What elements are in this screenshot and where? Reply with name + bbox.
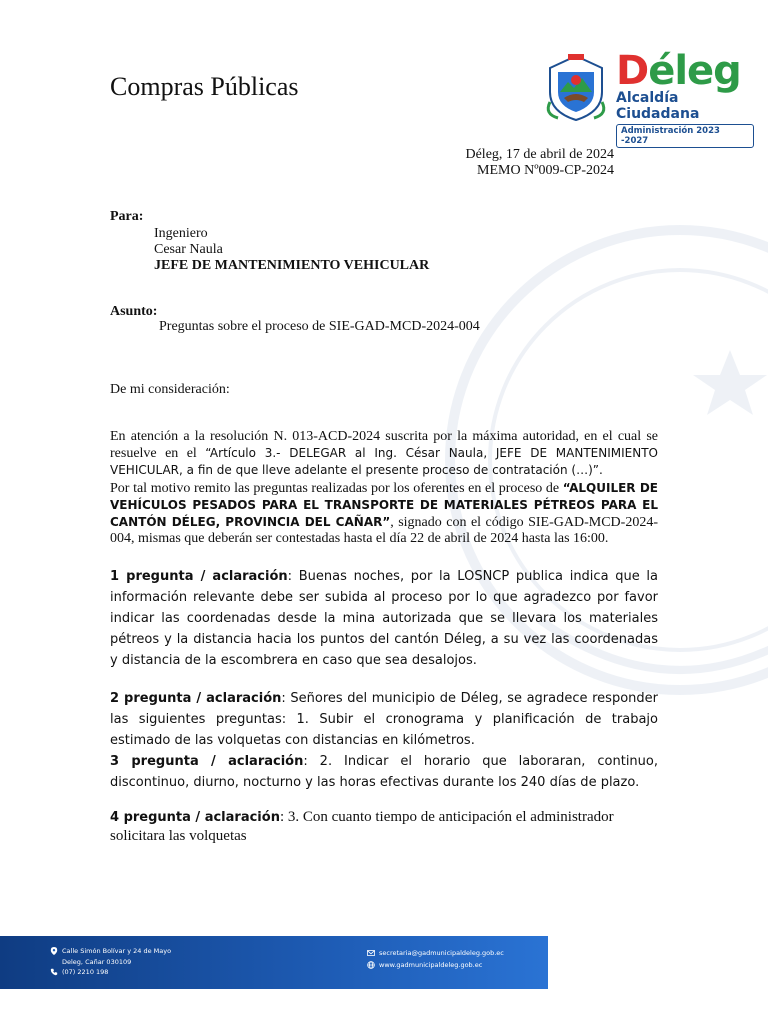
brand-block: [616, 50, 754, 148]
body-paragraph-1: [110, 429, 658, 479]
footer-phone: (07) 2210 198: [62, 968, 109, 976]
memo-number: MEMO Nº009-CP-2024: [477, 163, 614, 178]
body-p2b: “ALQUILER DE VEHÍCULOS PESADOS PARA EL TRANSPORTE DE MATERIALES PÉTREOS PARA EL CANTÓN DÉLEG, PROVINCIA DEL CAÑAR”: [110, 481, 658, 529]
question-1: [110, 566, 658, 671]
brand-name-d: D: [616, 48, 649, 94]
to-name: Cesar Naula: [154, 242, 223, 257]
deleg-logo: [544, 48, 754, 146]
footer-address-line1: Calle Simón Bolívar y 24 de Mayo: [62, 947, 172, 955]
memo-date: Déleg, 17 de abril de 2024: [465, 147, 614, 162]
question-4: [110, 808, 658, 845]
footer-phone-row: [50, 968, 108, 976]
brand-admin: Administración 2023 -2027: [616, 124, 754, 148]
brand-name: [616, 50, 754, 92]
memo-header: [465, 147, 614, 179]
globe-icon: [367, 961, 375, 969]
page-title: Compras Públicas: [110, 72, 299, 101]
brand-subtitle: Alcaldía Ciudadana: [616, 90, 700, 122]
question-2: [110, 688, 658, 751]
body-p1b: “Artículo 3.- DELEGAR al Ing. César Naula, JEFE DE MANTENIMIENTO VEHICULAR, a fin de que lleve adelante el presente proceso de contratación (…)”.: [110, 446, 658, 477]
body-p2c: , signado con el código SIE-GAD-MCD-2024-004, mismas que deberán ser contestadas hasta el día 22 de abril de 2024 hasta las 16:00.: [110, 515, 658, 546]
question-1-label: 1 pregunta / aclaración: [110, 569, 288, 584]
footer-web-row[interactable]: [367, 961, 482, 969]
footer-address-row-2: [62, 958, 131, 966]
footer-email-row[interactable]: [367, 949, 504, 957]
question-3: [110, 751, 658, 793]
body-p1a: En atención a la resolución N. 013-ACD-2024 suscrita por la máxima autoridad, en el cual se resuelve en el: [110, 429, 658, 461]
question-4-label: 4 pregunta / aclaración: [110, 810, 280, 825]
footer-band: [0, 936, 548, 989]
question-4-text: : 3. Con cuanto tiempo de anticipación el administrador solicitara las volquetas: [110, 809, 614, 844]
question-1-text: : Buenas noches, por la LOSNCP publica indica que la información relevante debe ser subida al proceso por lo que agradezco por favor indicar las coordenadas desde la mina autorizada que se llevara los materiales pétreos y la distancia hacia los puntos del cantón Déleg, a su vez las coordenadas y distancia de la escombrera en caso que sea desalojos.: [110, 569, 659, 668]
question-2-text: : Señores del municipio de Déleg, se agradece responder las siguientes preguntas: 1. Subir el cronograma y planificación de trabajo estimado de las volquetas con distancias en kilómetros.: [110, 691, 658, 748]
question-3-text: : 2. Indicar el horario que laboraran, continuo, discontinuo, diurno, nocturno y las horas efectivas durante los 240 días de plazo.: [110, 754, 658, 790]
phone-icon: [50, 968, 58, 976]
greeting: De mi consideración:: [110, 382, 230, 397]
brand-name-rest: éleg: [648, 48, 741, 94]
body-p2a: Por tal motivo remito las preguntas realizadas por los oferentes en el proceso de: [110, 481, 563, 496]
email-icon: [367, 949, 375, 957]
to-position: JEFE DE MANTENIMIENTO VEHICULAR: [154, 258, 430, 273]
footer-address-row: [50, 947, 171, 955]
coat-of-arms-icon: [544, 52, 608, 122]
question-3-label: 3 pregunta / aclaración: [110, 754, 304, 769]
to-block: [154, 226, 429, 274]
subject-label: Asunto:: [110, 304, 158, 319]
body-paragraph-2: [110, 480, 658, 547]
footer-email[interactable]: secretaria@gadmunicipaldeleg.gob.ec: [379, 949, 504, 957]
question-2-label: 2 pregunta / aclaración: [110, 691, 282, 706]
to-title: Ingeniero: [154, 226, 208, 241]
subject-text: Preguntas sobre el proceso de SIE-GAD-MCD-2024-004: [159, 319, 480, 334]
to-label: Para:: [110, 209, 144, 224]
location-pin-icon: [50, 947, 58, 955]
footer-address-line2: Deleg, Cañar 030109: [62, 958, 132, 966]
footer-website[interactable]: www.gadmunicipaldeleg.gob.ec: [379, 961, 483, 969]
